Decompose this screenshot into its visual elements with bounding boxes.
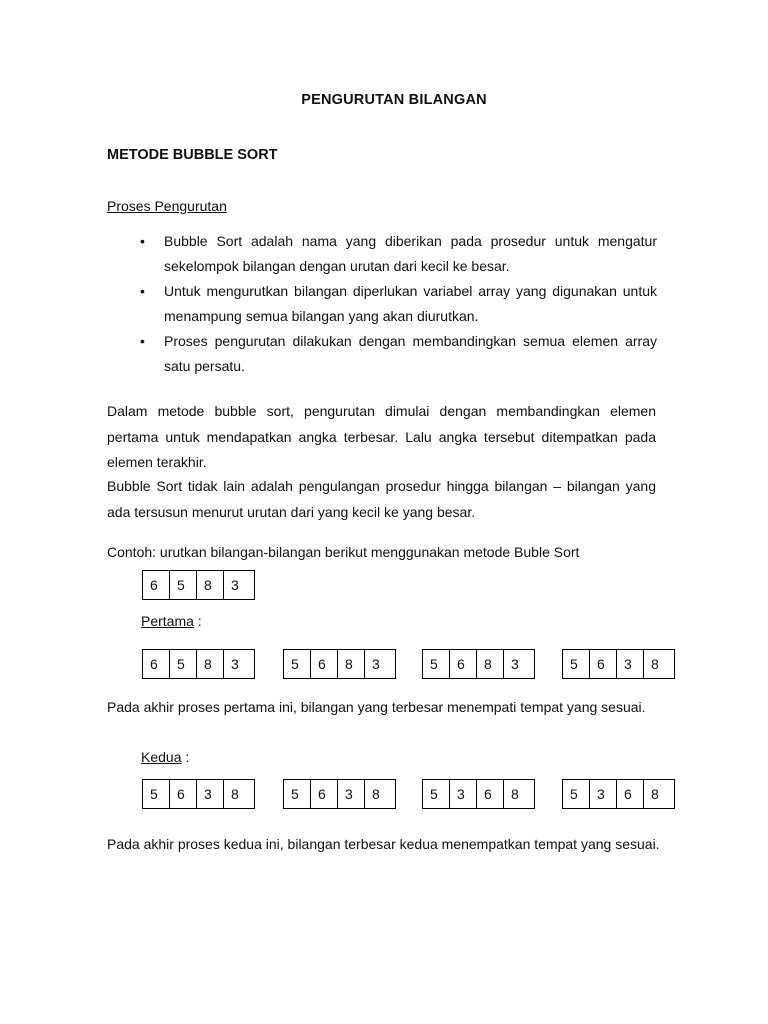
bullet-text: Proses pengurutan dilakukan dengan membandingkan semua elemen array satu persatu. xyxy=(164,333,657,374)
pass1-conclusion: Pada akhir proses pertama ini, bilangan yang terbesar menempati tempat yang sesuai. xyxy=(107,699,646,715)
pass2-array-3 xyxy=(422,779,535,809)
pass1-array-2 xyxy=(283,649,396,679)
array-cell: 8 xyxy=(477,650,504,678)
pass2-array-2 xyxy=(283,779,396,809)
array-cell: 8 xyxy=(511,786,519,802)
array-cell: 6 xyxy=(450,650,477,678)
pass2-conclusion: Pada akhir proses kedua ini, bilangan terbesar kedua menempatkan tempat yang sesuai. xyxy=(107,836,660,852)
array-cell: 8 xyxy=(197,571,224,599)
array-cell: 6 xyxy=(590,650,617,678)
array-cell: 8 xyxy=(197,650,224,678)
pass2-label xyxy=(141,749,189,765)
array-cell: 6 xyxy=(170,780,197,808)
array-cell: 3 xyxy=(511,656,519,672)
bullet-icon: • xyxy=(140,333,145,349)
array-cell: 3 xyxy=(617,650,644,678)
bullet-icon: • xyxy=(140,233,145,249)
array-cell: 6 xyxy=(477,780,504,808)
array-cell: 6 xyxy=(143,650,170,678)
array-cell: 6 xyxy=(617,780,644,808)
subheading: Proses Pengurutan xyxy=(107,198,227,214)
bullet-text: Bubble Sort adalah nama yang diberikan pada prosedur untuk mengatur sekelompok bilangan dengan urutan dari kecil ke besar. xyxy=(164,233,657,274)
paragraph-1: Dalam metode bubble sort, pengurutan dimulai dengan membandingkan elemen pertama untuk mendapatkan angka terbesar. Lalu angka tersebut ditempatkan pada elemen terakhir. xyxy=(107,403,656,470)
array-cell: 5 xyxy=(284,780,311,808)
array-cell: 5 xyxy=(170,571,197,599)
array-cell: 3 xyxy=(590,780,617,808)
array-cell: 3 xyxy=(372,656,380,672)
array-cell: 3 xyxy=(197,780,224,808)
pass2-label-text: Kedua xyxy=(141,749,182,765)
array-cell: 6 xyxy=(143,571,170,599)
array-cell: 3 xyxy=(450,780,477,808)
array-cell: 5 xyxy=(563,650,590,678)
bullet-icon: • xyxy=(140,283,145,299)
array-cell: 6 xyxy=(311,650,338,678)
initial-array xyxy=(142,570,255,600)
bullet-item xyxy=(140,279,657,329)
document-title: PENGURUTAN BILANGAN xyxy=(301,92,487,108)
pass1-label-text: Pertama xyxy=(141,613,194,629)
array-cell: 5 xyxy=(423,650,450,678)
array-cell: 5 xyxy=(284,650,311,678)
bullet-item xyxy=(140,229,657,279)
array-cell: 5 xyxy=(423,780,450,808)
pass1-array-3 xyxy=(422,649,535,679)
pass2-label-suffix: : xyxy=(181,749,190,765)
pass1-array-1 xyxy=(142,649,255,679)
bullet-list xyxy=(140,229,657,379)
array-cell: 6 xyxy=(311,780,338,808)
array-cell: 8 xyxy=(338,650,365,678)
bullet-text: Untuk mengurutkan bilangan diperlukan variabel array yang digunakan untuk menampung semua bilangan yang akan diurutkan. xyxy=(164,283,657,324)
array-cell: 5 xyxy=(563,780,590,808)
array-cell: 5 xyxy=(143,780,170,808)
array-cell: 8 xyxy=(372,786,380,802)
array-cell: 5 xyxy=(170,650,197,678)
pass1-label-suffix: : xyxy=(193,613,202,629)
array-cell: 8 xyxy=(231,786,239,802)
array-cell: 3 xyxy=(231,656,239,672)
pass2-array-1 xyxy=(142,779,255,809)
pass1-label xyxy=(141,613,202,629)
example-intro: Contoh: urutkan bilangan-bilangan berikut menggunakan metode Buble Sort xyxy=(107,544,580,560)
section-heading: METODE BUBBLE SORT xyxy=(107,147,278,163)
paragraph-2: Bubble Sort tidak lain adalah pengulangan prosedur hingga bilangan – bilangan yang ada tersusun menurut urutan dari yang kecil ke yang besar. xyxy=(107,478,656,520)
pass2-array-4 xyxy=(562,779,675,809)
array-cell: 8 xyxy=(651,786,659,802)
pass1-array-4 xyxy=(562,649,675,679)
array-cell: 3 xyxy=(231,577,239,593)
array-cell: 8 xyxy=(651,656,659,672)
bullet-item xyxy=(140,329,657,379)
array-cell: 3 xyxy=(338,780,365,808)
